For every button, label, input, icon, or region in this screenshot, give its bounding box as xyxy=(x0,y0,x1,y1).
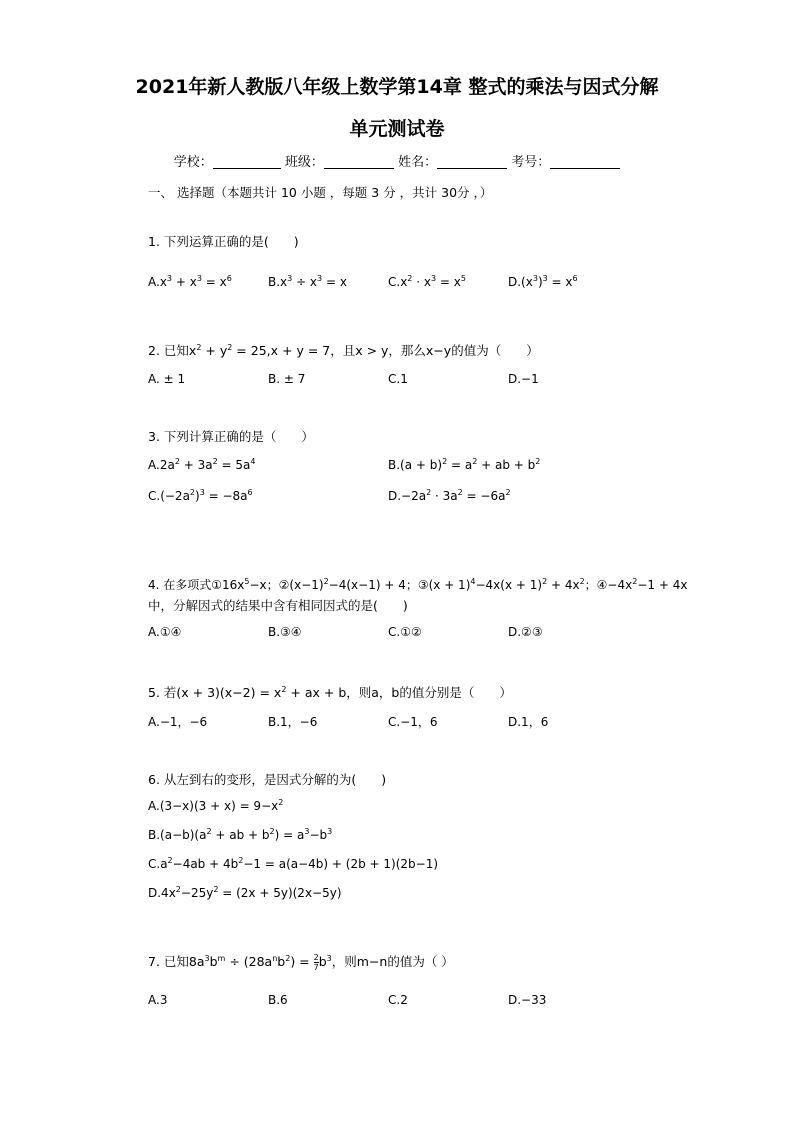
question-2-stem: 2. 已知$x^2 + y^2 = 25,x + y = 7$，且x > y，那么x−y的值为（ ） xyxy=(148,343,539,358)
question-6-option-a: $A.(3-x)(3 + x) = 9-x^2$ xyxy=(148,798,284,813)
question-5-option-d: D.1，6 xyxy=(508,715,549,729)
question-6-option-d: $D.4x^2-25y^2 = (2x + 5y)(2x-5y)$ xyxy=(148,885,342,900)
question-1-option-a: $A.x^3 + x^3 = x^6$ xyxy=(148,274,232,289)
question-4-option-a: A.①④ xyxy=(148,625,182,639)
fraction-two-sevenths: $\frac{2}{7}$ xyxy=(313,953,319,972)
question-7-stem: 7. 已知$8a^3b^m \div (28a^nb^2)$ = $\frac{2}{7}$ $b^3$，则m−n的值为（ ） xyxy=(148,953,454,972)
question-5-stem: 5. 若$(x + 3)(x-2) = x^2$ + ax + b，则a，b的值分别是（ ） xyxy=(148,685,512,700)
question-6-stem: 6. 从左到右的变形，是因式分解的为( ) xyxy=(148,772,387,787)
question-3-option-c: $C.(-2a^2)^3 = -8a^6$ xyxy=(148,488,253,503)
question-4-option-d: D.②③ xyxy=(508,625,543,639)
question-6-option-b: $B.(a-b)(a^2$ + ab + $b^2) = a^3-b^3$ xyxy=(148,827,333,842)
question-2-option-d: D.−1 xyxy=(508,372,539,386)
question-2-option-b: B. ± 7 xyxy=(268,372,306,386)
question-2-option-c: C.1 xyxy=(388,372,408,386)
student-info-line xyxy=(0,151,794,170)
question-4-stem-line1: 4. 在多项式$①16x^5-x$；$②(x-1)^2-4(x-1) + 4$；③(x + $1)^4-4x(x + 1)^2 + 4x^2$；$④-4x^2-1 + 4x$ xyxy=(148,577,688,592)
question-7-option-d: D.−33 xyxy=(508,993,547,1007)
question-4-stem-line2: 中，分解因式的结果中含有相同因式的是( ) xyxy=(148,598,408,613)
name-label: 姓名： xyxy=(398,155,438,170)
question-3-option-d: $D.-2a^2 \cdot 3a^2 = -6a^2$ xyxy=(388,488,511,503)
exam-no-blank[interactable] xyxy=(550,154,620,169)
school-label: 学校： xyxy=(173,155,213,170)
question-3-option-b: $B.(a + b)^2 = a^2$ + ab + $b^2$ xyxy=(388,457,541,472)
page-title: 2021年新人教版八年级上数学第14章 整式的乘法与因式分解 xyxy=(135,76,659,98)
question-5-option-c: C.−1，6 xyxy=(388,715,438,729)
question-5-option-b: B.1，−6 xyxy=(268,715,318,729)
class-blank[interactable] xyxy=(324,154,394,169)
page-subtitle: 单元测试卷 xyxy=(349,118,445,140)
exam-no-label: 考号： xyxy=(511,155,551,170)
question-7-option-c: C.2 xyxy=(388,993,408,1007)
class-label: 班级： xyxy=(284,155,324,170)
question-3-stem: 3. 下列计算正确的是（ ） xyxy=(148,429,314,444)
question-4-option-b: B.③④ xyxy=(268,625,302,639)
question-6-option-c: $C.a^2-4ab + 4b^2-1 = a(a-4b) + (2b + 1)(2b-1)$ xyxy=(148,856,439,871)
question-3-option-a: $A.2a^2 + 3a^2 = 5a^4$ xyxy=(148,457,256,472)
question-4-option-c: C.①② xyxy=(388,625,422,639)
question-1-stem: 1. 下列运算正确的是( ) xyxy=(148,234,299,249)
question-1-option-c: $C.x^2 \cdot x^3 = x^5$ xyxy=(388,274,466,289)
question-1-option-b: $B.x^3 \div x^3 = x$ xyxy=(268,274,347,289)
question-2-option-a: A. ± 1 xyxy=(148,372,186,386)
question-7-option-a: A.3 xyxy=(148,993,168,1007)
question-7-option-b: B.6 xyxy=(268,993,288,1007)
school-blank[interactable] xyxy=(213,154,281,169)
question-1-option-d: $D.(x^3)^3 = x^6$ xyxy=(508,274,578,289)
name-blank[interactable] xyxy=(437,154,507,169)
question-5-option-a: A.−1，−6 xyxy=(148,715,208,729)
section-heading: 一、 选择题（本题共计 10 小题 ，每题 3 分 ，共计 30分 ，） xyxy=(148,185,493,200)
